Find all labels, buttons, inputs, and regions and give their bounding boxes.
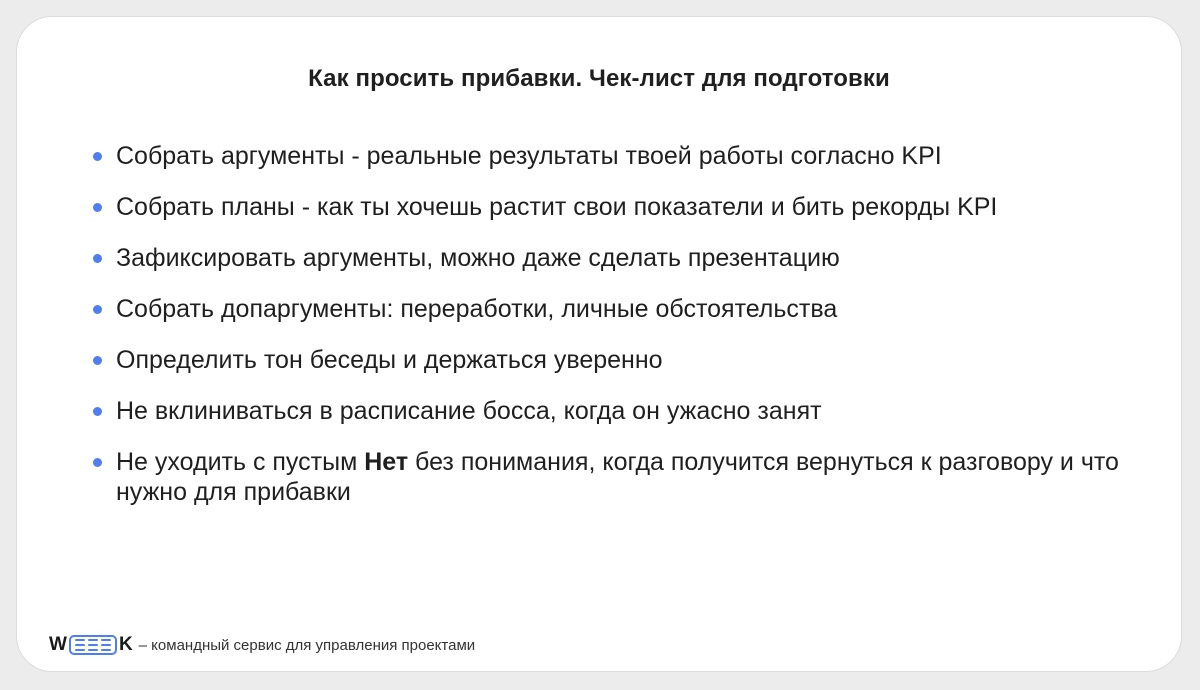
- checklist-item-text: Определить тон беседы и держаться уверенно: [116, 346, 663, 374]
- slide-card: [16, 16, 1182, 672]
- weeek-logo-icon: [69, 635, 117, 655]
- checklist-item: [93, 345, 1133, 375]
- checklist-item-text-before: Не уходить с пустым: [116, 448, 365, 476]
- checklist: [93, 141, 1133, 528]
- checklist-item-text: [116, 448, 1119, 506]
- slide-title: Как просить прибавки. Чек-лист для подготовки: [308, 65, 890, 92]
- checklist-item: [93, 192, 1133, 222]
- logo-letter-k: K: [118, 634, 133, 655]
- logo-letter-w: W: [49, 634, 67, 655]
- bullet-icon: [93, 254, 102, 263]
- bullet-icon: [93, 356, 102, 365]
- footer-tagline: – командный сервис для управления проектами: [138, 636, 476, 654]
- checklist-item-text: Зафиксировать аргументы, можно даже сделать презентацию: [116, 244, 840, 272]
- checklist-item: [93, 396, 1133, 426]
- checklist-item-text: Собрать планы - как ты хочешь растит свои показатели и бить рекорды KPI: [116, 193, 998, 221]
- checklist-item: [93, 243, 1133, 273]
- footer: [49, 633, 475, 657]
- checklist-item-text: Не вклиниваться в расписание босса, когда он ужасно занят: [116, 397, 822, 425]
- checklist-item-text: Собрать допаргументы: переработки, личные обстоятельства: [116, 295, 838, 323]
- bullet-icon: [93, 407, 102, 416]
- bullet-icon: [93, 152, 102, 161]
- checklist-item: [93, 141, 1133, 171]
- checklist-item-text: Собрать аргументы - реальные результаты твоей работы согласно KPI: [116, 142, 942, 170]
- checklist-item: [93, 294, 1133, 324]
- bullet-icon: [93, 305, 102, 314]
- checklist-item-text-after: без понимания, когда получится вернуться к разговору и что нужно для прибавки: [116, 448, 1119, 506]
- weeek-logo: [49, 634, 133, 656]
- bullet-icon: [93, 458, 102, 467]
- checklist-item: [93, 447, 1133, 507]
- bullet-icon: [93, 203, 102, 212]
- checklist-item-text-bold: Нет: [364, 448, 409, 476]
